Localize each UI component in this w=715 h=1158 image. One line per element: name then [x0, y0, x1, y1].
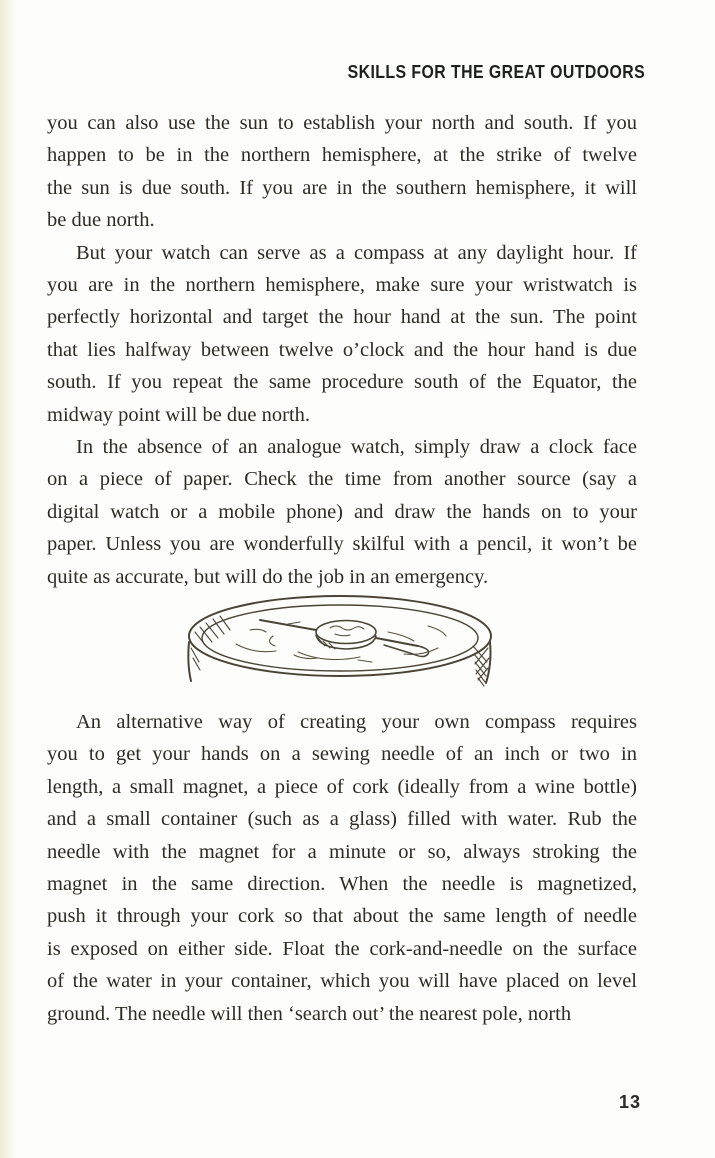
- text-line: magnet in the same direction. When the needle is magnetized,: [47, 873, 637, 896]
- text-line: and a small container (such as a glass) filled with water. Rub the: [47, 808, 637, 831]
- text-line: digital watch or a mobile phone) and draw the hands on to your: [47, 500, 637, 523]
- scan-edge-shading: [0, 0, 16, 1158]
- text-line: ground. The needle will then ‘search out’ the nearest pole, north: [47, 1002, 572, 1025]
- running-head: SKILLS FOR THE GREAT OUTDOORS: [347, 62, 645, 82]
- body-text-upper: [47, 107, 637, 593]
- text-line: perfectly horizontal and target the hour hand at the sun. The point: [47, 306, 637, 329]
- text-line: is exposed on either side. Float the cork-and-needle on the surface: [47, 937, 637, 960]
- text-line: you can also use the sun to establish your north and south. If you: [47, 112, 637, 134]
- text-line: south. If you repeat the same procedure south of the Equator, the: [47, 371, 637, 394]
- text-line: An alternative way of creating your own compass requires: [76, 711, 637, 733]
- text-line: push it through your cork so that about the same length of needle: [47, 905, 637, 928]
- text-line: paper. Unless you are wonderfully skilful with a pencil, it won’t be: [47, 533, 637, 556]
- text-line: midway point will be due north.: [47, 403, 311, 426]
- text-line: needle with the magnet for a minute or so, always stroking the: [47, 840, 637, 863]
- text-line: In the absence of an analogue watch, simply draw a clock face: [76, 436, 637, 459]
- text-line: you to get your hands on a sewing needle of an inch or two in: [47, 743, 637, 766]
- text-line: the sun is due south. If you are in the southern hemisphere, it will: [47, 176, 637, 199]
- cork-needle-compass-illustration: [178, 588, 500, 700]
- paragraph: [47, 107, 637, 237]
- paragraph: [47, 237, 637, 431]
- text-line: But your watch can serve as a compass at any daylight hour. If: [76, 241, 637, 264]
- text-line: quite as accurate, but will do the job in an emergency.: [47, 565, 489, 588]
- body-text-lower: [47, 706, 637, 1030]
- text-line: you are in the northern hemisphere, make sure your wristwatch is: [47, 274, 637, 297]
- paragraph: [47, 431, 637, 593]
- page-number: 13: [618, 1092, 641, 1112]
- text-line: on a piece of paper. Check the time from another source (say a: [47, 468, 637, 491]
- text-line: be due north.: [47, 209, 155, 232]
- text-line: that lies halfway between twelve o’clock and the hour hand is due: [47, 338, 637, 361]
- paragraph: [47, 706, 637, 1030]
- text-line: happen to be in the northern hemisphere, at the strike of twelve: [47, 144, 637, 167]
- text-line: of the water in your container, which you will have placed on level: [47, 970, 637, 993]
- text-line: length, a small magnet, a piece of cork (ideally from a wine bottle): [47, 775, 637, 798]
